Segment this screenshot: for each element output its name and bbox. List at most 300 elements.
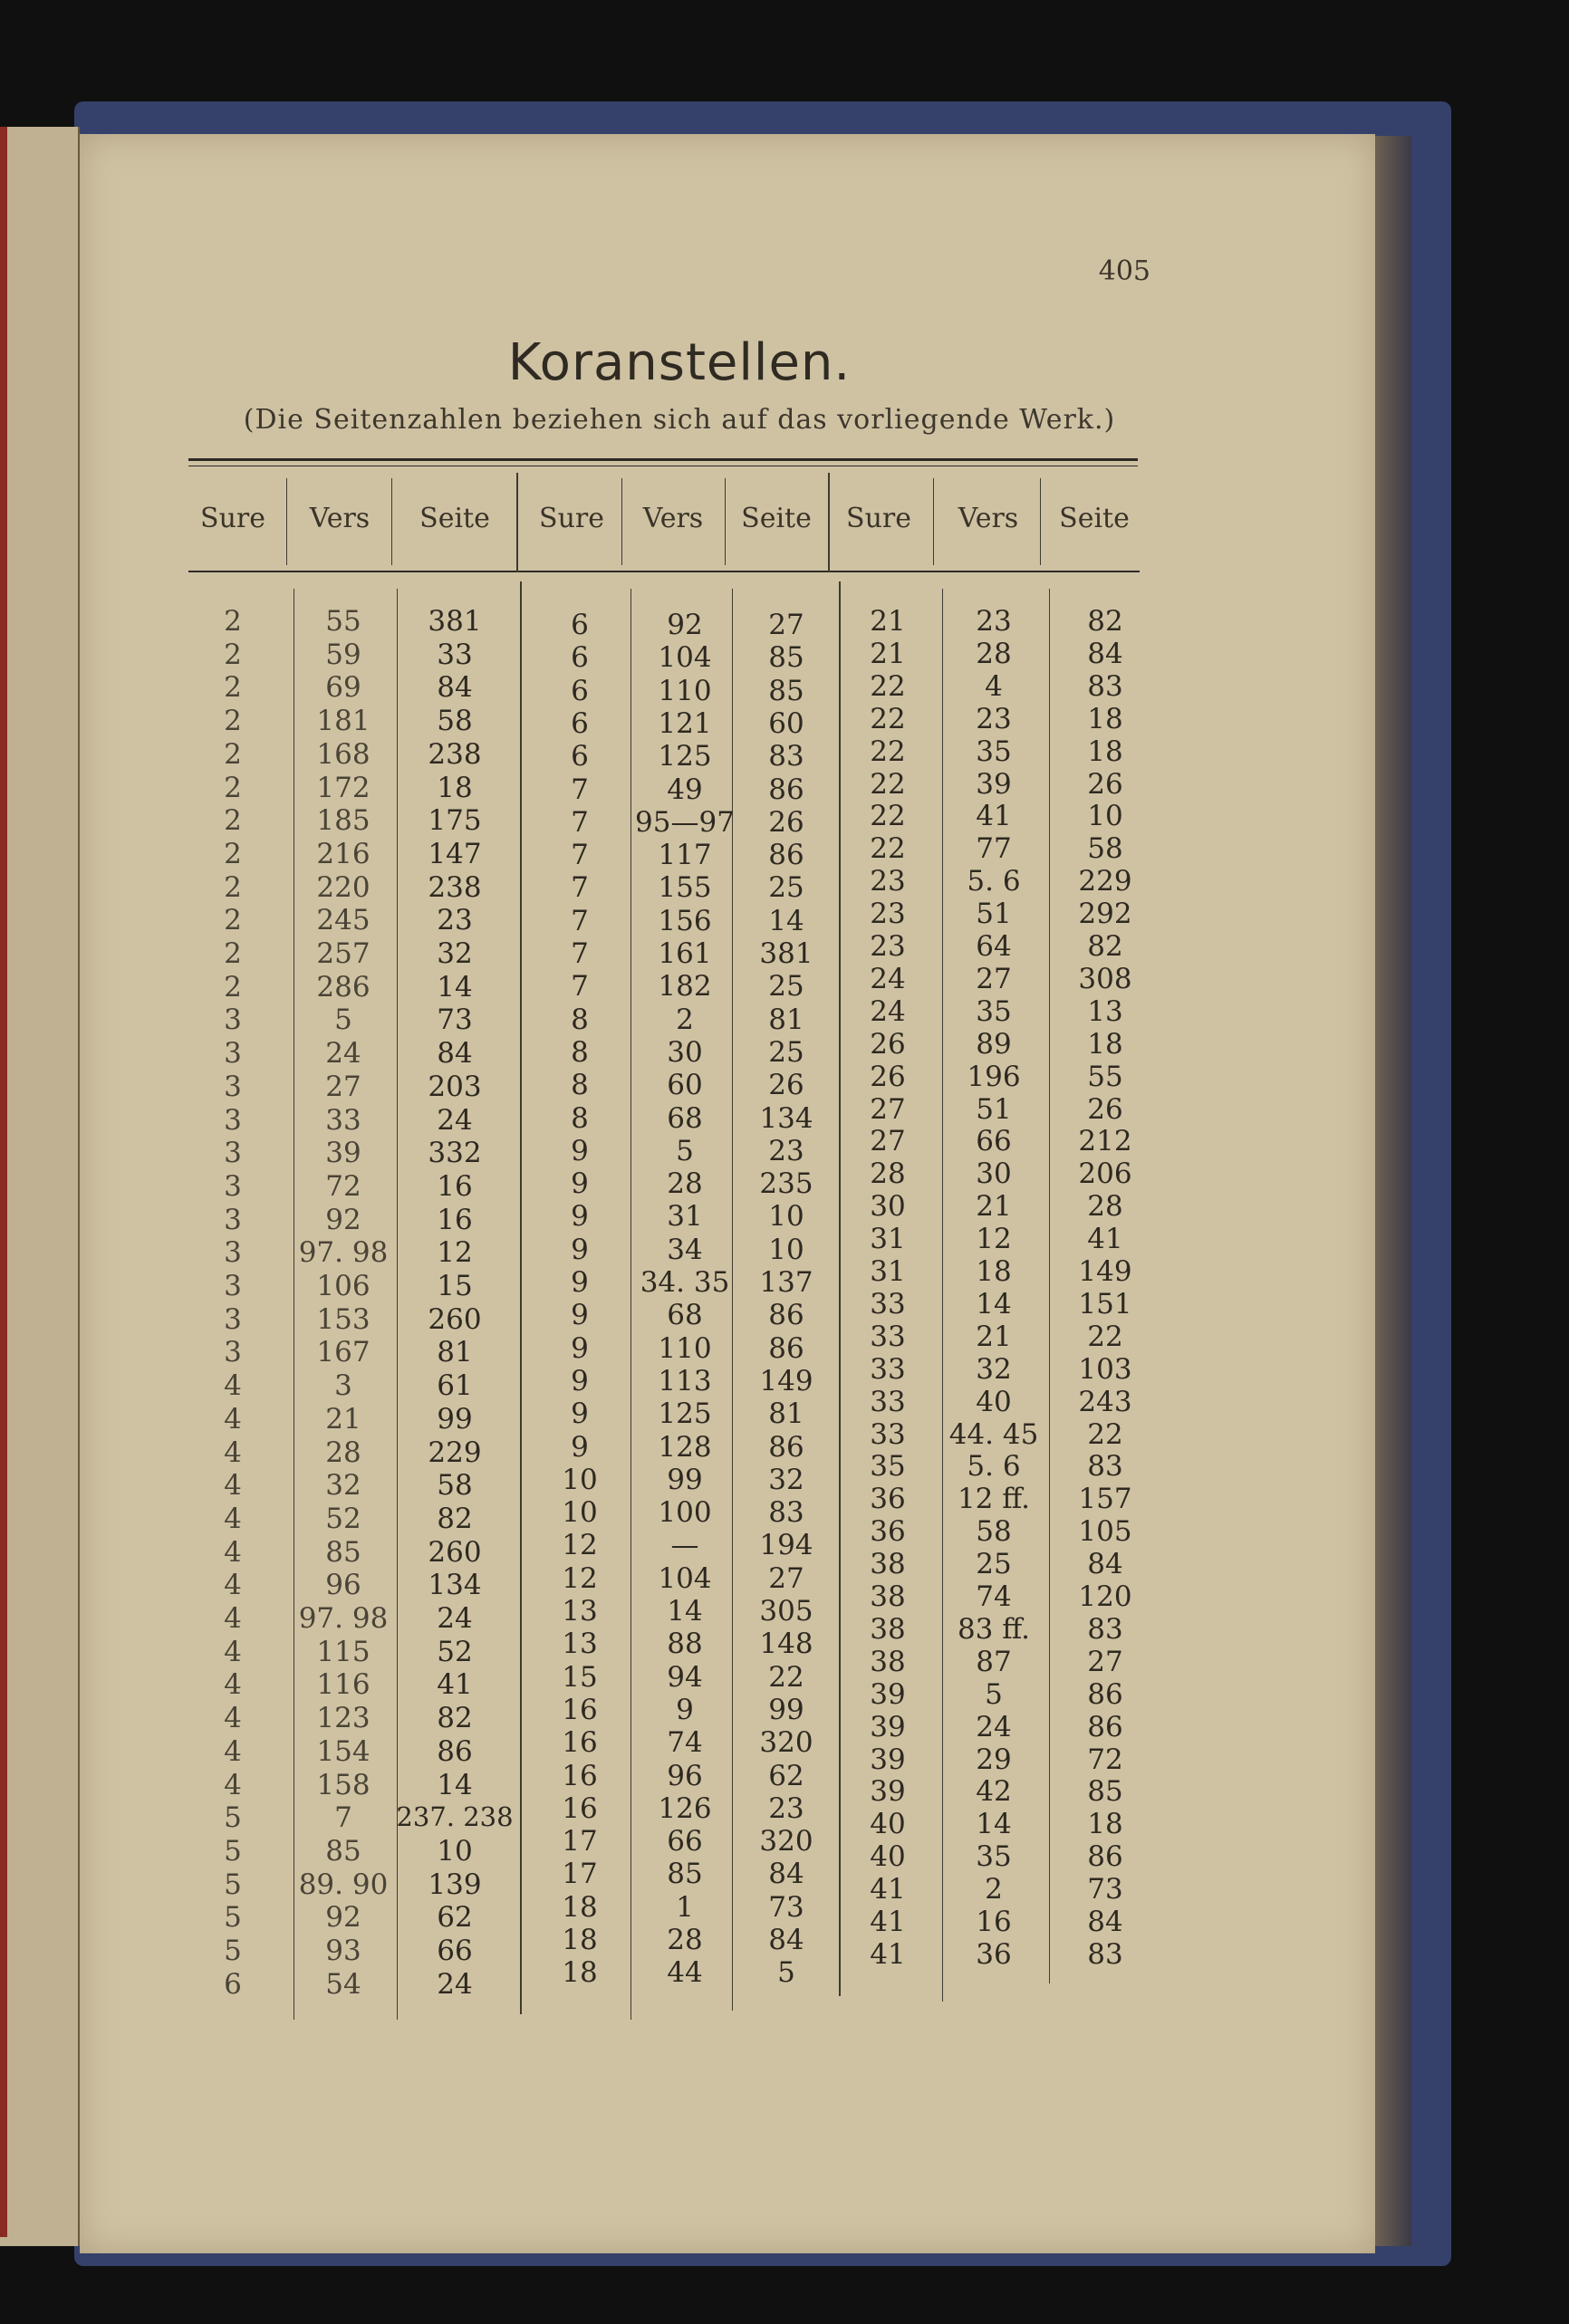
sure-cell: 2 [224,871,242,904]
vers-cell: 106 [316,1270,371,1302]
vers-cell: 5 [985,1678,1003,1711]
seite-cell: 134 [428,1569,482,1601]
seite-cell: 82 [1087,930,1123,963]
sure-cell: 2 [224,605,242,638]
vers-cell: 51 [976,1093,1012,1126]
header-divider [516,473,518,572]
seite-cell: 86 [768,773,804,806]
vers-cell: 60 [667,1069,703,1101]
seite-cell: 58 [1087,832,1123,865]
sure-cell: 40 [870,1840,906,1873]
sure-cell: 26 [870,1028,906,1061]
vers-cell: 28 [667,1167,703,1200]
header-vers-2: Vers [642,503,704,534]
seite-cell: 73 [768,1891,804,1924]
sure-cell: 22 [870,670,906,703]
seite-cell: 149 [759,1365,813,1397]
vers-cell: 16 [976,1906,1012,1938]
sure-cell: 5 [224,1935,242,1967]
sure-cell: 39 [870,1775,906,1808]
vers-cell: 35 [976,735,1012,768]
vers-cell: 99 [667,1464,703,1496]
sure-cell: 3 [224,1236,242,1269]
header-vers-3: Vers [958,503,1019,534]
seite-cell: 229 [1078,865,1132,898]
sure-cell: 7 [571,806,589,839]
vers-cell: 156 [658,905,712,937]
sure-cell: 5 [224,1868,242,1901]
vers-cell: 23 [976,703,1012,735]
seite-cell: 25 [768,1036,804,1069]
vers-cell: 14 [976,1288,1012,1320]
vers-cell: 14 [976,1808,1012,1840]
sure-cell: 35 [870,1450,906,1483]
vers-cell: 117 [658,839,712,871]
vers-cell: 55 [325,605,361,638]
seite-cell: 84 [437,671,473,704]
sure-cell: 41 [870,1906,906,1938]
sure-cell: 6 [224,1968,242,2001]
vers-cell: 69 [325,671,361,704]
seite-cell: 320 [759,1825,813,1858]
sure-cell: 15 [562,1661,598,1694]
seite-cell: 24 [437,1104,473,1137]
seite-cell: 28 [1087,1190,1123,1223]
vers-cell: 92 [667,609,703,641]
seite-cell: 85 [768,675,804,707]
sure-cell: 5 [224,1835,242,1868]
sure-cell: 2 [224,804,242,837]
vers-cell: 158 [316,1769,371,1801]
vers-cell: 94 [667,1661,703,1694]
sure-cell: 41 [870,1938,906,1971]
page-title: Koranstellen. [507,333,852,392]
sure-cell: 3 [224,1303,242,1336]
header-divider [1040,478,1041,565]
seite-cell: 82 [437,1503,473,1535]
seite-cell: 157 [1078,1483,1132,1515]
seite-cell: 243 [1078,1386,1132,1418]
seite-cell: 32 [437,937,473,970]
seite-cell: 83 [1087,1938,1123,1971]
sure-cell: 36 [870,1483,906,1515]
sure-cell: 13 [562,1628,598,1660]
vers-cell: 29 [976,1743,1012,1776]
seite-cell: 84 [1087,1548,1123,1580]
vers-cell: 245 [316,904,371,936]
vers-cell: 18 [976,1255,1012,1288]
vers-cell: 58 [976,1515,1012,1548]
vers-cell: 286 [316,971,371,1004]
sure-cell: 9 [571,1299,589,1331]
vers-cell: 32 [325,1469,361,1502]
sure-cell: 6 [571,740,589,773]
sure-cell: 3 [224,1037,242,1070]
seite-cell: 26 [768,806,804,839]
seite-cell: 5 [777,1956,795,1989]
sure-cell: 38 [870,1613,906,1646]
header-seite-3: Seite [1059,503,1130,534]
sure-cell: 33 [870,1353,906,1386]
vers-cell: 40 [976,1386,1012,1418]
seite-cell: 175 [428,804,482,837]
sure-cell: 6 [571,675,589,707]
sure-cell: 7 [571,871,589,904]
header-divider [621,478,622,565]
vers-cell: 92 [325,1901,361,1934]
sure-cell: 21 [870,638,906,670]
left-page-edge [0,127,80,2246]
sure-cell: 41 [870,1873,906,1906]
seite-cell: 206 [1078,1157,1132,1190]
vers-cell: 30 [976,1157,1012,1190]
vers-cell: 93 [325,1935,361,1967]
seite-cell: 332 [428,1137,482,1169]
seite-cell: 18 [1087,1808,1123,1840]
seite-cell: 86 [768,1299,804,1331]
seite-cell: 58 [437,1469,473,1502]
seite-cell: 33 [437,639,473,671]
seite-cell: 381 [428,605,482,638]
sure-cell: 30 [870,1190,906,1223]
seite-cell: 41 [437,1668,473,1701]
header-divider [391,478,392,565]
vers-cell: 42 [976,1775,1012,1808]
vers-cell: 34. 35 [640,1266,730,1299]
seite-cell: 86 [768,1332,804,1365]
vers-cell: 54 [325,1968,361,2001]
seite-cell: 10 [1087,800,1123,832]
sure-cell: 7 [571,970,589,1003]
sure-cell: 8 [571,1069,589,1101]
vers-cell: 110 [658,1332,712,1365]
sure-cell: 23 [870,930,906,963]
sure-cell: 3 [224,1336,242,1368]
vers-cell: 4 [985,670,1003,703]
sure-cell: 9 [571,1431,589,1464]
seite-cell: 83 [768,1496,804,1529]
seite-cell: 25 [768,871,804,904]
sure-cell: 4 [224,1536,242,1569]
seite-cell: 320 [759,1726,813,1759]
sure-cell: 6 [571,641,589,674]
vers-cell: 123 [316,1702,371,1734]
sure-cell: 2 [224,772,242,804]
seite-cell: 62 [437,1901,473,1934]
vers-cell: 92 [325,1204,361,1236]
sure-cell: 39 [870,1678,906,1711]
seite-cell: 86 [768,1431,804,1464]
vers-cell: 74 [667,1726,703,1759]
sure-cell: 7 [571,773,589,806]
seite-cell: 22 [1087,1418,1123,1451]
vers-cell: 167 [316,1336,371,1368]
seite-cell: 10 [768,1234,804,1266]
sure-cell: 23 [870,865,906,898]
sure-cell: 16 [562,1726,598,1759]
seite-cell: 103 [1078,1353,1132,1386]
seite-cell: 26 [1087,768,1123,801]
seite-cell: 147 [428,838,482,870]
vers-cell: 5 [676,1135,694,1167]
seite-cell: 308 [1078,963,1132,995]
seite-cell: 238 [428,738,482,771]
seite-cell: 52 [437,1636,473,1668]
sure-cell: 2 [224,904,242,936]
vers-cell: 66 [667,1825,703,1858]
seite-cell: 13 [1087,995,1123,1028]
vers-cell: 113 [658,1365,712,1397]
seite-cell: 18 [1087,1028,1123,1061]
page-subtitle: (Die Seitenzahlen beziehen sich auf das vorliegende Werk.) [243,404,1116,436]
seite-cell: 260 [428,1303,482,1336]
sure-cell: 16 [562,1760,598,1792]
seite-cell: 86 [1087,1711,1123,1743]
seite-cell: 149 [1078,1255,1132,1288]
seite-cell: 148 [759,1628,813,1660]
vers-cell: 14 [667,1595,703,1628]
vers-cell: 96 [667,1760,703,1792]
seite-cell: 41 [1087,1223,1123,1255]
seite-cell: 61 [437,1369,473,1402]
vers-cell: 30 [667,1036,703,1069]
header-sure-1: Sure [200,503,265,534]
sure-cell: 24 [870,995,906,1028]
sure-cell: 12 [562,1529,598,1561]
vers-cell: 35 [976,995,1012,1028]
vers-cell: 97. 98 [298,1236,389,1269]
vers-cell: 28 [667,1924,703,1956]
seite-cell: 18 [1087,735,1123,768]
sure-cell: 3 [224,1104,242,1137]
seite-cell: 82 [1087,605,1123,638]
sure-cell: 17 [562,1858,598,1890]
seite-cell: 84 [1087,1906,1123,1938]
vers-cell: 72 [325,1170,361,1203]
left-cover-edge [0,127,7,2237]
vers-cell: 85 [667,1858,703,1890]
seite-cell: 235 [759,1167,813,1200]
vers-cell: 121 [658,707,712,740]
vers-cell: 64 [976,930,1012,963]
sure-cell: 2 [224,671,242,704]
header-seite-1: Seite [419,503,490,534]
seite-cell: 120 [1078,1580,1132,1613]
vers-cell: 216 [316,838,371,870]
vers-cell: 21 [976,1190,1012,1223]
seite-cell: 10 [437,1835,473,1868]
vers-cell: 77 [976,832,1012,865]
sure-cell: 9 [571,1200,589,1233]
seite-cell: 151 [1078,1288,1132,1320]
seite-cell: 25 [768,970,804,1003]
sure-cell: 4 [224,1403,242,1436]
seite-cell: 139 [428,1868,482,1901]
vers-cell: 95—97 [635,806,735,839]
seite-cell: 305 [759,1595,813,1628]
seite-cell: 81 [768,1397,804,1430]
vers-cell: 44. 45 [948,1418,1039,1451]
vers-cell: 5. 6 [967,865,1021,898]
sure-cell: 33 [870,1288,906,1320]
seite-cell: 86 [1087,1840,1123,1873]
sure-cell: 36 [870,1515,906,1548]
header-divider [725,478,726,565]
seite-cell: 237. 238 [396,1801,514,1832]
sure-cell: 2 [224,937,242,970]
seite-cell: 27 [1087,1646,1123,1678]
vers-cell: 168 [316,738,371,771]
vers-cell: 41 [976,800,1012,832]
sure-cell: 3 [224,1204,242,1236]
vers-cell: 74 [976,1580,1012,1613]
vers-cell: 83 ff. [957,1613,1031,1646]
vers-cell: 2 [985,1873,1003,1906]
sure-cell: 4 [224,1602,242,1635]
sure-cell: 9 [571,1397,589,1430]
seite-cell: 23 [768,1135,804,1167]
vers-cell: 34 [667,1234,703,1266]
vers-cell: 96 [325,1569,361,1601]
vers-cell: 126 [658,1792,712,1825]
sure-cell: 12 [562,1562,598,1595]
seite-cell: 73 [437,1004,473,1036]
vers-cell: 2 [676,1004,694,1036]
vers-cell: 28 [325,1436,361,1469]
sure-cell: 18 [562,1891,598,1924]
vers-cell: 185 [316,804,371,837]
sure-cell: 8 [571,1102,589,1135]
seite-cell: 86 [768,839,804,871]
vers-cell: 68 [667,1299,703,1331]
sure-cell: 9 [571,1167,589,1200]
sure-cell: 3 [224,1170,242,1203]
vers-cell: 28 [976,638,1012,670]
page-gutter-shadow [1375,136,1411,2246]
vers-cell: 1 [676,1891,694,1924]
vers-cell: 85 [325,1835,361,1868]
vers-cell: 181 [316,705,371,737]
sure-cell: 7 [571,905,589,937]
sure-cell: 33 [870,1386,906,1418]
vers-cell: 5. 6 [967,1450,1021,1483]
vers-cell: 27 [976,963,1012,995]
seite-cell: 32 [768,1464,804,1496]
vers-cell: 97. 98 [298,1602,389,1635]
header-seite-2: Seite [741,503,812,534]
header-divider [286,478,287,565]
vers-cell: 153 [316,1303,371,1336]
vers-cell: 33 [325,1104,361,1137]
vers-cell: 9 [676,1694,694,1726]
header-vers-1: Vers [309,503,371,534]
vers-cell: 24 [976,1711,1012,1743]
seite-cell: 84 [768,1858,804,1890]
seite-cell: 381 [759,937,813,970]
seite-cell: 203 [428,1071,482,1103]
vers-cell: 110 [658,675,712,707]
sure-cell: 2 [224,838,242,870]
column-divider [630,589,631,2020]
sure-cell: 22 [870,800,906,832]
sure-cell: 27 [870,1093,906,1126]
seite-cell: 83 [1087,1613,1123,1646]
sure-cell: 4 [224,1735,242,1768]
header-sure-2: Sure [539,503,604,534]
seite-cell: 10 [768,1200,804,1233]
column-divider [1049,589,1050,1983]
vers-cell: 66 [976,1125,1012,1157]
seite-cell: 84 [1087,638,1123,670]
sure-cell: 18 [562,1956,598,1989]
header-sure-3: Sure [846,503,911,534]
sure-cell: 28 [870,1157,906,1190]
seite-cell: 84 [437,1037,473,1070]
vers-cell: 44 [667,1956,703,1989]
vers-cell: 196 [967,1061,1021,1093]
sure-cell: 3 [224,1071,242,1103]
seite-cell: 24 [437,1968,473,2001]
seite-cell: 212 [1078,1125,1132,1157]
seite-cell: 238 [428,871,482,904]
seite-cell: 85 [1087,1775,1123,1808]
seite-cell: 85 [768,641,804,674]
seite-cell: 14 [768,905,804,937]
vers-cell: 100 [658,1496,712,1529]
seite-cell: 83 [768,740,804,773]
sure-cell: 4 [224,1668,242,1701]
seite-cell: 23 [768,1792,804,1825]
vers-cell: 25 [976,1548,1012,1580]
vers-cell: 51 [976,898,1012,930]
vers-cell: 36 [976,1938,1012,1971]
seite-cell: 99 [437,1403,473,1436]
seite-cell: 194 [759,1529,813,1561]
sure-cell: 9 [571,1266,589,1299]
sure-cell: 10 [562,1496,598,1529]
sure-cell: 13 [562,1595,598,1628]
seite-cell: 62 [768,1760,804,1792]
sure-cell: 2 [224,971,242,1004]
sure-cell: 16 [562,1694,598,1726]
seite-cell: 84 [768,1924,804,1956]
vers-cell: 59 [325,639,361,671]
header-divider [933,478,934,565]
vers-cell: 172 [316,772,371,804]
vers-cell: 87 [976,1646,1012,1678]
vers-cell: 104 [658,1562,712,1595]
seite-cell: 86 [437,1735,473,1768]
vers-cell: 27 [325,1071,361,1103]
vers-cell: 21 [325,1403,361,1436]
vers-cell: 12 ff. [957,1483,1031,1515]
vers-cell: 35 [976,1840,1012,1873]
sure-cell: 3 [224,1004,242,1036]
sure-cell: 9 [571,1234,589,1266]
vers-cell: 52 [325,1503,361,1535]
sure-cell: 4 [224,1636,242,1668]
sure-cell: 27 [870,1125,906,1157]
seite-cell: 26 [1087,1093,1123,1126]
seite-cell: 55 [1087,1061,1123,1093]
sure-cell: 39 [870,1711,906,1743]
seite-cell: 18 [437,772,473,804]
seite-cell: 73 [1087,1873,1123,1906]
sure-cell: 4 [224,1702,242,1734]
seite-cell: 81 [437,1336,473,1368]
vers-cell: 125 [658,740,712,773]
seite-cell: 134 [759,1102,813,1135]
